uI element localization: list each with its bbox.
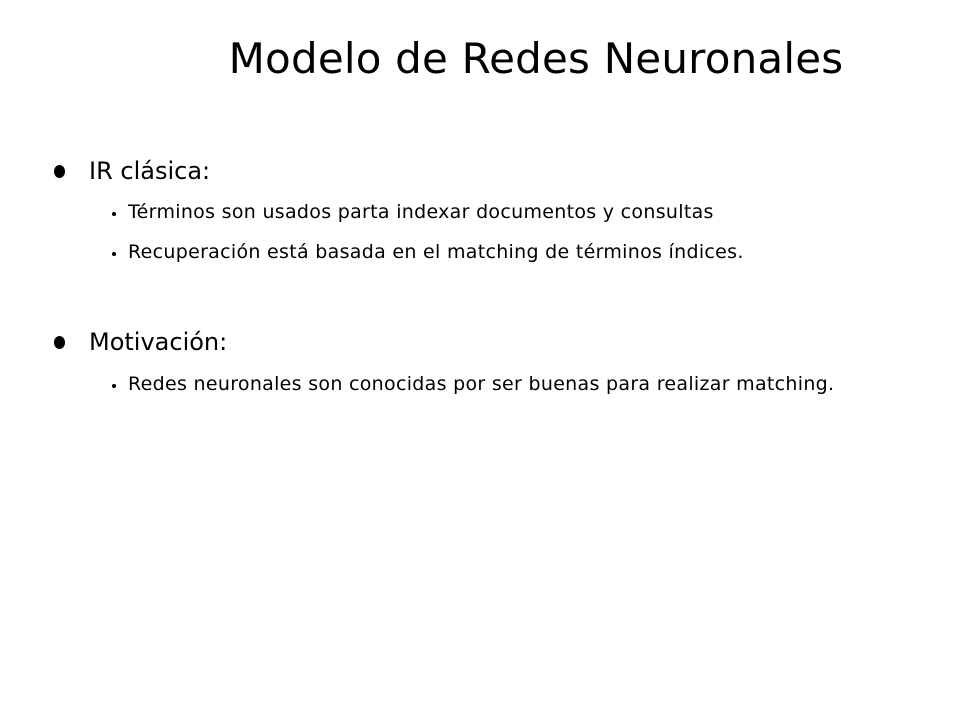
bullet-heading: IR clásica: <box>89 157 211 185</box>
sub-bullet-dot-icon <box>112 212 116 216</box>
sub-bullet-text: Términos son usados parta indexar documentos y consultas <box>128 201 714 223</box>
sub-bullet-terminos <box>112 199 928 225</box>
sub-bullet-dot-icon <box>112 384 116 388</box>
bullet-ir-clasica <box>54 155 210 187</box>
sub-bullet-redes <box>112 371 928 397</box>
bullet-dot-icon <box>54 165 65 178</box>
sub-bullet-text: Redes neuronales son conocidas por ser buenas para realizar matching. <box>128 373 835 395</box>
sub-bullet-dot-icon <box>112 252 116 256</box>
slide-title: Modelo de Redes Neuronales <box>228 34 844 83</box>
sub-bullet-recuperacion <box>112 239 928 265</box>
bullet-dot-icon <box>54 336 65 349</box>
sub-bullet-text: Recuperación está basada en el matching de términos índices. <box>128 241 744 263</box>
bullet-motivacion <box>54 326 227 358</box>
bullet-heading: Motivación: <box>89 328 228 356</box>
